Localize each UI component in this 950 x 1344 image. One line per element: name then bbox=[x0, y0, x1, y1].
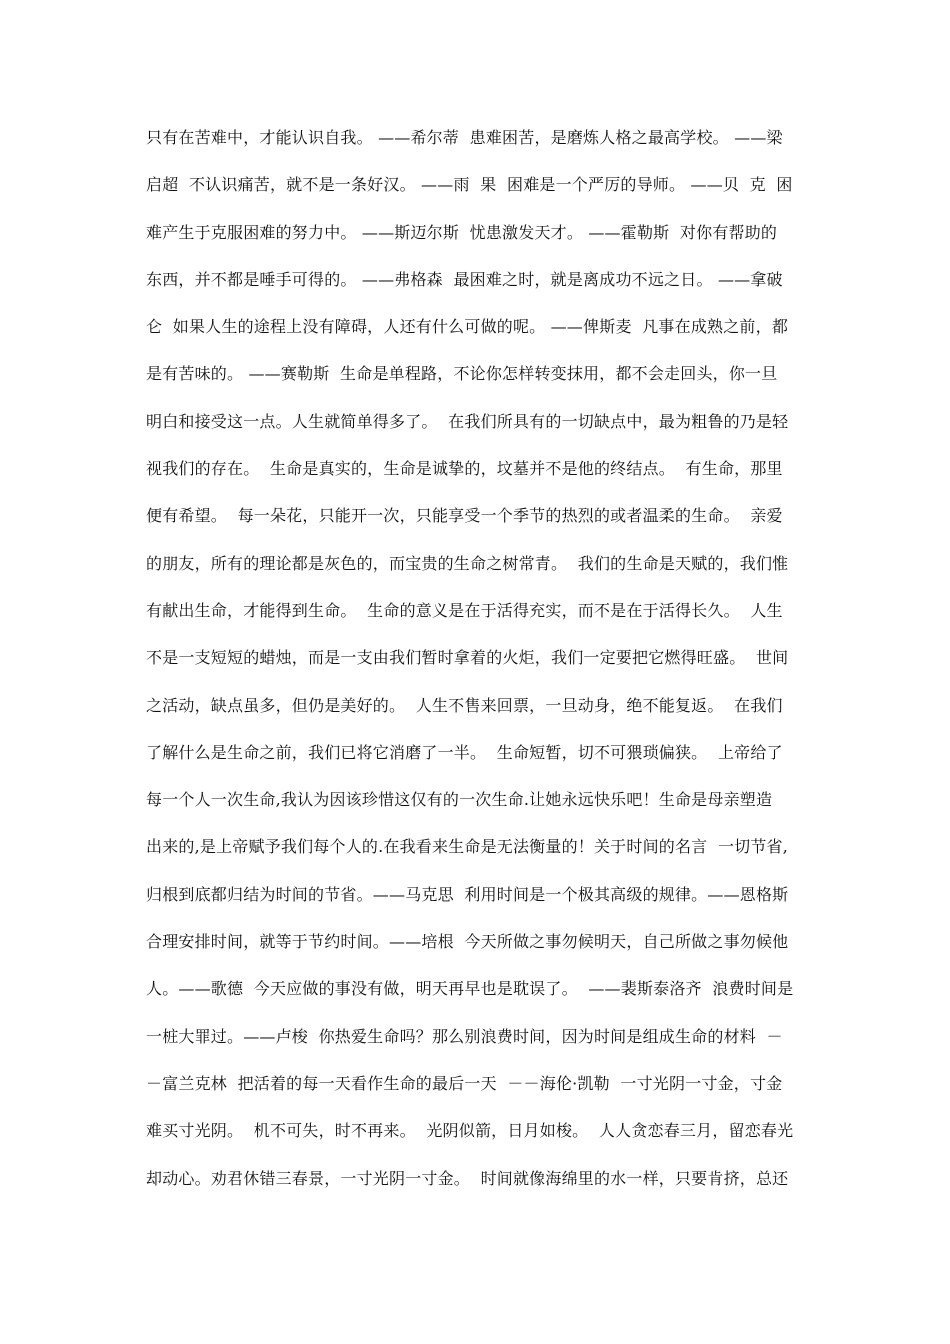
text-line: 出来的,是上帝赋予我们每个人的.在我看来生命是无法衡量的！关于时间的名言 一切节省, bbox=[146, 837, 789, 857]
text-line: 却动心。劝君休错三春景，一寸光阴一寸金。 时间就像海绵里的水一样，只要肯挤，总还 bbox=[146, 1168, 789, 1188]
text-line: 人。——歌德 今天应做的事没有做，明天再早也是耽误了。 ——裴斯泰洛齐 浪费时间是 bbox=[146, 979, 794, 999]
text-line: 一桩大罪过。——卢梭 你热爱生命吗？那么别浪费时间，因为时间是组成生命的材料 － bbox=[146, 1026, 783, 1046]
text-line: 有献出生命，才能得到生命。 生命的意义是在于活得充实，而不是在于活得长久。 人生 bbox=[146, 600, 783, 620]
body-text bbox=[146, 121, 818, 1209]
text-line: 是有苦味的。 ——赛勒斯 生命是单程路，不论你怎样转变抹用，都不会走回头，你一旦 bbox=[146, 364, 778, 384]
text-line: 只有在苦难中，才能认识自我。 ——希尔蒂 患难困苦，是磨炼人格之最高学校。 ——梁 bbox=[146, 128, 783, 147]
text-line: 东西，并不都是唾手可得的。 ——弗格森 最困难之时，就是离成功不远之日。 ——拿破 bbox=[146, 269, 783, 289]
text-line: 每一个人一次生命,我认为因该珍惜这仅有的一次生命.让她永远快乐吧！生命是母亲塑造 bbox=[146, 790, 773, 810]
text-line: 归根到底都归结为时间的节省。——马克思 利用时间是一个极其高级的规律。——恩格斯 bbox=[146, 884, 789, 904]
text-line: 视我们的存在。 生命是真实的，生命是诚挚的，坟墓并不是他的终结点。 有生命，那里 bbox=[146, 459, 783, 479]
text-line: －富兰克林 把活着的每一天看作生命的最后一天 －－海伦·凯勒 一寸光阴一寸金，寸金 bbox=[146, 1073, 783, 1093]
text-line: 便有希望。 每一朵花，只能开一次，只能享受一个季节的热烈的或者温柔的生命。 亲爱 bbox=[146, 506, 783, 526]
text-line: 仑 如果人生的途程上没有障碍，人还有什么可做的呢。 ——俾斯麦 凡事在成熟之前，都 bbox=[146, 317, 789, 337]
text-line: 合理安排时间，就等于节约时间。——培根 今天所做之事勿候明天，自己所做之事勿候他 bbox=[146, 932, 789, 952]
text-line: 难买寸光阴。 机不可失，时不再来。 光阴似箭，日月如梭。 人人贪恋春三月，留恋春光 bbox=[146, 1121, 794, 1141]
text-line: 不是一支短短的蜡烛，而是一支由我们暂时拿着的火炬，我们一定要把它燃得旺盛。 世间 bbox=[146, 648, 789, 668]
text-line: 难产生于克服困难的努力中。 ——斯迈尔斯 忧患激发天才。 ——霍勒斯 对你有帮助的 bbox=[146, 222, 778, 242]
text-line: 的朋友，所有的理论都是灰色的，而宝贵的生命之树常青。 我们的生命是天赋的，我们惟 bbox=[146, 553, 789, 573]
text-line: 明白和接受这一点。人生就简单得多了。 在我们所具有的一切缺点中，最为粗鲁的乃是轻 bbox=[146, 411, 789, 431]
text-line: 之活动，缺点虽多，但仍是美好的。 人生不售来回票，一旦动身，绝不能复返。 在我们 bbox=[146, 695, 783, 715]
text-line: 启超 不认识痛苦，就不是一条好汉。 ——雨 果 困难是一个严厉的导师。 ——贝 克 困 bbox=[146, 175, 793, 195]
text-line: 了解什么是生命之前，我们已将它消磨了一半。 生命短暂，切不可猥琐偏狭。 上帝给了 bbox=[146, 742, 783, 762]
